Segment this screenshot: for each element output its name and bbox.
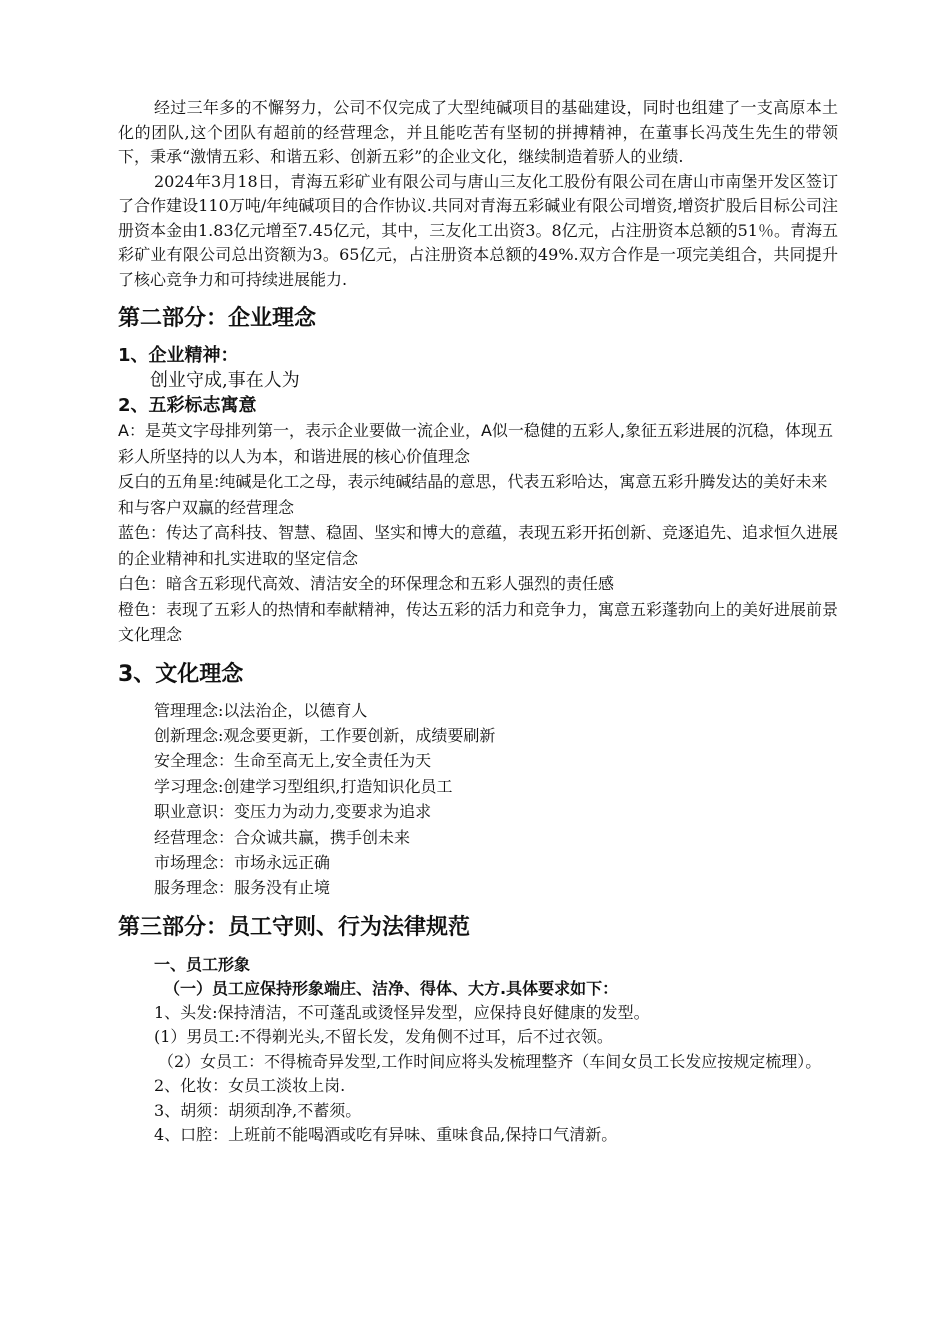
logo-meaning-item: 白色：暗含五彩现代高效、清洁安全的环保理念和五彩人强烈的责任感 [118, 574, 615, 593]
culture-concept-item: 职业意识：变压力为动力,变要求为追求 [154, 802, 432, 822]
rule-item-female-hair: （2）女员工：不得梳奇异发型,工作时间应将头发梳理整齐（车间女员工长发应按规定梳理）。 [158, 1051, 822, 1071]
logo-meaning-item: A：是英文字母排列第一，表示企业要做一流企业，A似一稳健的五彩人,象征五彩进展的沉稳，体现五彩人所坚持的以人为本，和谐进展的核心价值理念 [118, 421, 833, 466]
part2-title: 第二部分：企业理念 [118, 306, 317, 331]
employee-image-heading: 一、员工形象 [154, 954, 251, 974]
section-culture-concept-title: 3、文化理念 [118, 661, 244, 687]
section-logo-meaning-title: 2、五彩标志寓意 [118, 395, 257, 416]
employee-appearance-heading: （一）员工应保持形象端庄、洁净、得体、大方.具体要求如下： [164, 978, 619, 998]
part3-title: 第三部分：员工守则、行为法律规范 [118, 914, 471, 940]
culture-concept-item: 经营理念：合众诚共赢，携手创未来 [154, 827, 411, 847]
culture-concept-item: 创新理念:观念要更新，工作要创新，成绩要刷新 [154, 725, 496, 745]
logo-meaning-item: 反白的五角星:纯碱是化工之母，表示纯碱结晶的意思，代表五彩哈达，寓意五彩升腾发达的美好未来和与客户双赢的经营理念 [118, 472, 828, 517]
logo-meaning-list [118, 418, 838, 648]
culture-concept-item: 市场理念：市场永远正确 [154, 852, 331, 872]
rule-item-mouth: 4、口腔：上班前不能喝酒或吃有异味、重味食品,保持口气清新。 [154, 1125, 618, 1145]
rule-item-beard: 3、胡须：胡须刮净,不蓄须。 [154, 1100, 362, 1120]
culture-concept-item: 管理理念:以法治企，以德育人 [154, 700, 368, 720]
rule-item-makeup: 2、化妆：女员工淡妆上岗. [154, 1076, 346, 1096]
rule-item-hair: 1、头发:保持清洁，不可蓬乱或烫怪异发型，应保持良好健康的发型。 [154, 1002, 650, 1022]
culture-concept-item: 学习理念:创建学习型组织,打造知识化员工 [154, 776, 453, 796]
logo-meaning-item: 蓝色：传达了高科技、智慧、稳固、坚实和博大的意蕴，表现五彩开拓创新、竞逐追先、追求恒久进展的企业精神和扎实进取的坚定信念 [118, 523, 839, 568]
culture-concept-list [118, 698, 838, 901]
enterprise-spirit-motto: 创业守成,事在人为 [150, 370, 300, 391]
intro-paragraph-2: 2024年3月18日，青海五彩矿业有限公司与唐山三友化工股份有限公司在唐山市南堡开发区签订了合作建设110万吨/年纯碱项目的合作协议.共同对青海五彩碱业有限公司增资,增资扩股后目标公司注册资本金由1.83亿元增至7.45亿元，其中，三友化工出资3。8亿元，占注册资本总额的51％。青海五彩矿业有限公司总出资额为3。65亿元，占注册资本总额的49%.双方合作是一项完美组合，共同提升了核心竞争力和可持续进展能力. [118, 171, 838, 289]
culture-concept-item: 安全理念：生命至高无上,安全责任为天 [154, 751, 432, 771]
section-enterprise-spirit-title: 1、企业精神： [118, 345, 239, 366]
rule-item-male-hair: (1）男员工:不得剃光头,不留长发，发角侧不过耳，后不过衣领。 [154, 1027, 613, 1047]
intro-paragraph-1: 经过三年多的不懈努力，公司不仅完成了大型纯碱项目的基础建设，同时也组建了一支高原本土化的团队,这个团队有超前的经营理念，并且能吃苦有坚韧的拼搏精神，在董事长冯茂生先生的带领下，秉承“激情五彩、和谐五彩、创新五彩”的企业文化，继续制造着骄人的业绩. [118, 98, 838, 166]
logo-meaning-item: 橙色：表现了五彩人的热情和奉献精神，传达五彩的活力和竞争力，寓意五彩蓬勃向上的美好进展前景 文化理念 [118, 599, 839, 644]
culture-concept-item: 服务理念：服务没有止境 [154, 878, 331, 898]
